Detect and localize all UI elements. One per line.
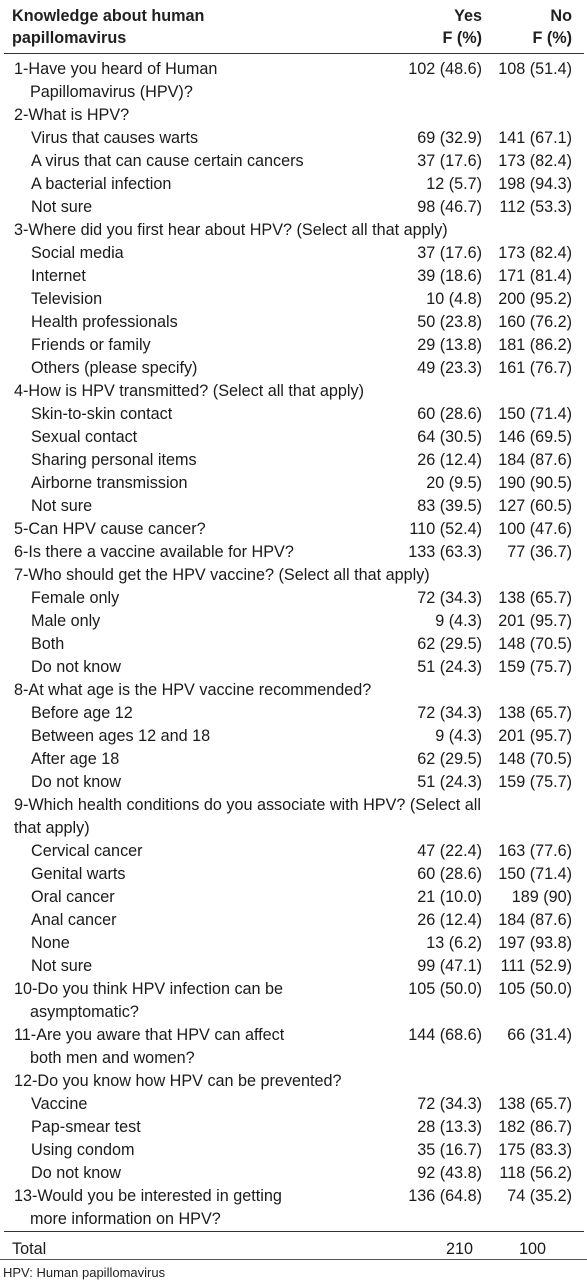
option-label [4, 863, 370, 886]
option-label [4, 357, 370, 380]
label-line1: Sharing personal items [31, 451, 197, 469]
question-row [4, 1024, 584, 1070]
label-line1: Before age 12 [31, 704, 133, 722]
no-value: 150 (71.4) [498, 865, 572, 883]
label-line1: 8-At what age is the HPV vaccine recommended? [14, 681, 372, 699]
option-row [4, 633, 584, 656]
option-row [4, 150, 584, 173]
label-line1: Oral cancer [31, 888, 115, 906]
option-row [4, 173, 584, 196]
question-row [4, 679, 584, 702]
option-label [4, 610, 370, 633]
no-value: 201 (95.7) [498, 727, 572, 745]
option-row [4, 725, 584, 748]
no-value: 148 (70.5) [498, 635, 572, 653]
question-label [4, 518, 370, 541]
no-value: 175 (83.3) [498, 1141, 572, 1159]
label-line2: Papillomavirus (HPV)? [30, 83, 193, 101]
question-row [4, 794, 584, 840]
no-value: 173 (82.4) [498, 152, 572, 170]
header-knowledge-line2: papillomavirus [12, 29, 127, 47]
label-line1: Do not know [31, 658, 121, 676]
yes-value: 26 (12.4) [417, 911, 482, 929]
no-value [492, 104, 584, 127]
no-value: 189 (90) [511, 888, 572, 906]
option-label [4, 265, 370, 288]
label-line1: Genital warts [31, 865, 126, 883]
yes-value: 49 (23.3) [417, 359, 482, 377]
yes-value: 12 (5.7) [426, 175, 482, 193]
question-row [4, 104, 584, 127]
question-label [4, 54, 370, 105]
option-label [4, 725, 370, 748]
no-value: 111 (52.9) [500, 957, 572, 975]
option-label [4, 932, 370, 955]
question-row [4, 380, 584, 403]
yes-value: 136 (64.8) [408, 1187, 482, 1205]
question-label [4, 541, 370, 564]
no-value: 161 (76.7) [498, 359, 572, 377]
label-line1: Television [31, 290, 103, 308]
option-label [4, 886, 370, 909]
question-label [4, 564, 584, 587]
yes-value: 98 (46.7) [417, 198, 482, 216]
table-footnote: HPV: Human papillomavirus [0, 1259, 587, 1283]
yes-value: 13 (6.2) [426, 934, 482, 952]
label-line1: 11-Are you aware that HPV can affect [14, 1026, 285, 1044]
question-row [4, 518, 584, 541]
option-label [4, 334, 370, 357]
label-line1: Sexual contact [31, 428, 138, 446]
option-label [4, 403, 370, 426]
question-label [4, 978, 370, 1024]
no-value: 184 (87.6) [498, 451, 572, 469]
label-line1: 9-Which health conditions do you associate with HPV? (Select all [14, 796, 481, 814]
header-no [492, 3, 584, 54]
option-label [4, 702, 370, 725]
option-row [4, 886, 584, 909]
no-value: 182 (86.7) [498, 1118, 572, 1136]
label-line1: 10-Do you think HPV infection can be [14, 980, 284, 998]
option-label [4, 1162, 370, 1185]
label-line1: Vaccine [31, 1095, 88, 1113]
label-line1: Airborne transmission [31, 474, 188, 492]
yes-value: 37 (17.6) [417, 244, 482, 262]
label-line1: Skin-to-skin contact [31, 405, 173, 423]
yes-value: 144 (68.6) [408, 1026, 482, 1044]
option-row [4, 426, 584, 449]
no-value: 105 (50.0) [498, 980, 572, 998]
yes-value: 83 (39.5) [417, 497, 482, 515]
table-body [4, 54, 584, 1232]
option-row [4, 748, 584, 771]
yes-value: 62 (29.5) [417, 635, 482, 653]
label-line1: 6-Is there a vaccine available for HPV? [14, 543, 294, 561]
yes-value: 110 (52.4) [409, 520, 482, 538]
no-value: 127 (60.5) [498, 497, 572, 515]
option-row [4, 449, 584, 472]
total-yes: 210 [370, 1232, 492, 1264]
label-line1: Male only [31, 612, 101, 630]
question-row [4, 1185, 584, 1232]
label-line1: 7-Who should get the HPV vaccine? (Select all that apply) [14, 566, 430, 584]
option-label [4, 495, 370, 518]
option-label [4, 242, 370, 265]
yes-value: 47 (22.4) [417, 842, 482, 860]
option-row [4, 1116, 584, 1139]
question-label [4, 1185, 370, 1232]
yes-value: 51 (24.3) [417, 773, 482, 791]
label-line1: Not sure [31, 957, 93, 975]
label-line1: Health professionals [31, 313, 178, 331]
yes-value: 72 (34.3) [417, 1095, 482, 1113]
yes-value: 26 (12.4) [417, 451, 482, 469]
option-label [4, 587, 370, 610]
no-value: 118 (56.2) [499, 1164, 572, 1182]
question-label [4, 1070, 584, 1093]
label-line2: both men and women? [30, 1049, 195, 1067]
option-row [4, 472, 584, 495]
option-label [4, 656, 370, 679]
question-label [4, 794, 584, 840]
yes-value: 102 (48.6) [408, 60, 482, 78]
question-row [4, 54, 584, 105]
yes-value: 60 (28.6) [417, 865, 482, 883]
option-row [4, 334, 584, 357]
question-label [4, 679, 584, 702]
yes-value: 60 (28.6) [417, 405, 482, 423]
option-row [4, 196, 584, 219]
option-label [4, 1139, 370, 1162]
option-label [4, 1093, 370, 1116]
label-line1: None [31, 934, 70, 952]
label-line1: A bacterial infection [31, 175, 172, 193]
option-label [4, 311, 370, 334]
option-label [4, 449, 370, 472]
option-label [4, 426, 370, 449]
yes-value: 9 (4.3) [435, 727, 482, 745]
no-value: 173 (82.4) [498, 244, 572, 262]
hpv-knowledge-table [4, 3, 584, 1263]
option-row [4, 771, 584, 794]
option-row [4, 863, 584, 886]
option-row [4, 932, 584, 955]
option-row [4, 587, 584, 610]
label-line1: 2-What is HPV? [14, 106, 130, 124]
no-value: 150 (71.4) [498, 405, 572, 423]
no-value: 77 (36.7) [507, 543, 572, 561]
header-knowledge-line1: Knowledge about human [12, 7, 205, 25]
label-line2: that apply) [14, 819, 90, 837]
option-row [4, 403, 584, 426]
option-label [4, 771, 370, 794]
header-no-line1: No [550, 7, 572, 25]
label-line1: Do not know [31, 1164, 121, 1182]
yes-value: 50 (23.8) [417, 313, 482, 331]
question-row [4, 219, 584, 242]
yes-value: 64 (30.5) [417, 428, 482, 446]
label-line1: A virus that can cause certain cancers [31, 152, 304, 170]
question-label [4, 104, 370, 127]
option-row [4, 610, 584, 633]
label-line1: Virus that causes warts [31, 129, 199, 147]
question-row [4, 541, 584, 564]
no-value: 171 (81.4) [498, 267, 572, 285]
label-line2: more information on HPV? [30, 1210, 221, 1228]
label-line1: 3-Where did you first hear about HPV? (Select all that apply) [14, 221, 448, 239]
label-line1: Social media [31, 244, 124, 262]
option-label [4, 633, 370, 656]
no-value: 160 (76.2) [498, 313, 572, 331]
yes-value: 20 (9.5) [426, 474, 482, 492]
no-value: 200 (95.2) [498, 290, 572, 308]
no-value: 100 (47.6) [498, 520, 572, 538]
yes-value: 99 (47.1) [417, 957, 482, 975]
yes-value: 37 (17.6) [417, 152, 482, 170]
yes-value: 51 (24.3) [417, 658, 482, 676]
label-line1: Anal cancer [31, 911, 117, 929]
option-row [4, 656, 584, 679]
option-label [4, 150, 370, 173]
total-no: 100 [492, 1232, 584, 1264]
option-row [4, 265, 584, 288]
no-value: 112 (53.3) [499, 198, 572, 216]
question-label [4, 219, 584, 242]
total-label: Total [4, 1232, 370, 1264]
label-line1: 12-Do you know how HPV can be prevented? [14, 1072, 342, 1090]
yes-value [370, 104, 492, 127]
option-row [4, 288, 584, 311]
no-value: 197 (93.8) [498, 934, 572, 952]
header-yes-line1: Yes [454, 7, 482, 25]
label-line1: Do not know [31, 773, 121, 791]
no-value: 141 (67.1) [498, 129, 572, 147]
label-line1: 1-Have you heard of Human [14, 60, 218, 78]
option-label [4, 909, 370, 932]
no-value: 181 (86.2) [498, 336, 572, 354]
label-line1: Female only [31, 589, 120, 607]
option-row [4, 127, 584, 150]
no-value: 163 (77.6) [498, 842, 572, 860]
option-label [4, 196, 370, 219]
label-line1: Others (please specify) [31, 359, 198, 377]
option-label [4, 288, 370, 311]
yes-value: 29 (13.8) [417, 336, 482, 354]
yes-value: 72 (34.3) [417, 589, 482, 607]
yes-value: 69 (32.9) [417, 129, 482, 147]
header-row [4, 3, 584, 54]
no-value: 159 (75.7) [498, 658, 572, 676]
yes-value: 9 (4.3) [435, 612, 482, 630]
option-row [4, 357, 584, 380]
label-line1: Using condom [31, 1141, 135, 1159]
option-row [4, 1093, 584, 1116]
no-value: 148 (70.5) [498, 750, 572, 768]
yes-value: 133 (63.3) [408, 543, 482, 561]
label-line1: Both [31, 635, 65, 653]
label-line1: Pap-smear test [31, 1118, 141, 1136]
option-label [4, 955, 370, 978]
option-label [4, 173, 370, 196]
question-label [4, 1024, 370, 1070]
yes-value: 21 (10.0) [417, 888, 482, 906]
header-yes [370, 3, 492, 54]
label-line1: 4-How is HPV transmitted? (Select all that apply) [14, 382, 364, 400]
label-line2: asymptomatic? [30, 1003, 139, 1021]
header-knowledge [4, 3, 370, 54]
yes-value: 10 (4.8) [426, 290, 482, 308]
question-row [4, 564, 584, 587]
yes-value: 39 (18.6) [417, 267, 482, 285]
yes-value: 105 (50.0) [408, 980, 482, 998]
label-line1: Not sure [31, 497, 93, 515]
question-row [4, 978, 584, 1024]
option-row [4, 840, 584, 863]
no-value: 159 (75.7) [498, 773, 572, 791]
option-row [4, 495, 584, 518]
question-label [4, 380, 584, 403]
label-line1: After age 18 [31, 750, 120, 768]
option-label [4, 127, 370, 150]
option-row [4, 242, 584, 265]
no-value: 108 (51.4) [498, 60, 572, 78]
label-line1: Cervical cancer [31, 842, 143, 860]
yes-value: 92 (43.8) [417, 1164, 482, 1182]
no-value: 201 (95.7) [498, 612, 572, 630]
no-value: 138 (65.7) [498, 1095, 572, 1113]
option-label [4, 1116, 370, 1139]
label-line1: 13-Would you be interested in getting [14, 1187, 282, 1205]
option-label [4, 472, 370, 495]
question-row [4, 1070, 584, 1093]
option-row [4, 909, 584, 932]
yes-value: 28 (13.3) [417, 1118, 482, 1136]
no-value: 198 (94.3) [498, 175, 572, 193]
no-value: 184 (87.6) [498, 911, 572, 929]
yes-value: 35 (16.7) [417, 1141, 482, 1159]
label-line1: Not sure [31, 198, 93, 216]
option-row [4, 311, 584, 334]
option-label [4, 748, 370, 771]
no-value: 66 (31.4) [507, 1026, 572, 1044]
header-no-line2: F (%) [532, 29, 572, 47]
option-label [4, 840, 370, 863]
yes-value: 62 (29.5) [417, 750, 482, 768]
yes-value: 72 (34.3) [417, 704, 482, 722]
label-line1: 5-Can HPV cause cancer? [14, 520, 206, 538]
header-yes-line2: F (%) [442, 29, 482, 47]
label-line1: Friends or family [31, 336, 151, 354]
label-line1: Internet [31, 267, 86, 285]
no-value: 138 (65.7) [498, 589, 572, 607]
label-line1: Between ages 12 and 18 [31, 727, 211, 745]
no-value: 74 (35.2) [507, 1187, 572, 1205]
no-value: 146 (69.5) [498, 428, 572, 446]
option-row [4, 702, 584, 725]
no-value: 190 (90.5) [498, 474, 572, 492]
option-row [4, 1139, 584, 1162]
option-row [4, 1162, 584, 1185]
no-value: 138 (65.7) [498, 704, 572, 722]
option-row [4, 955, 584, 978]
